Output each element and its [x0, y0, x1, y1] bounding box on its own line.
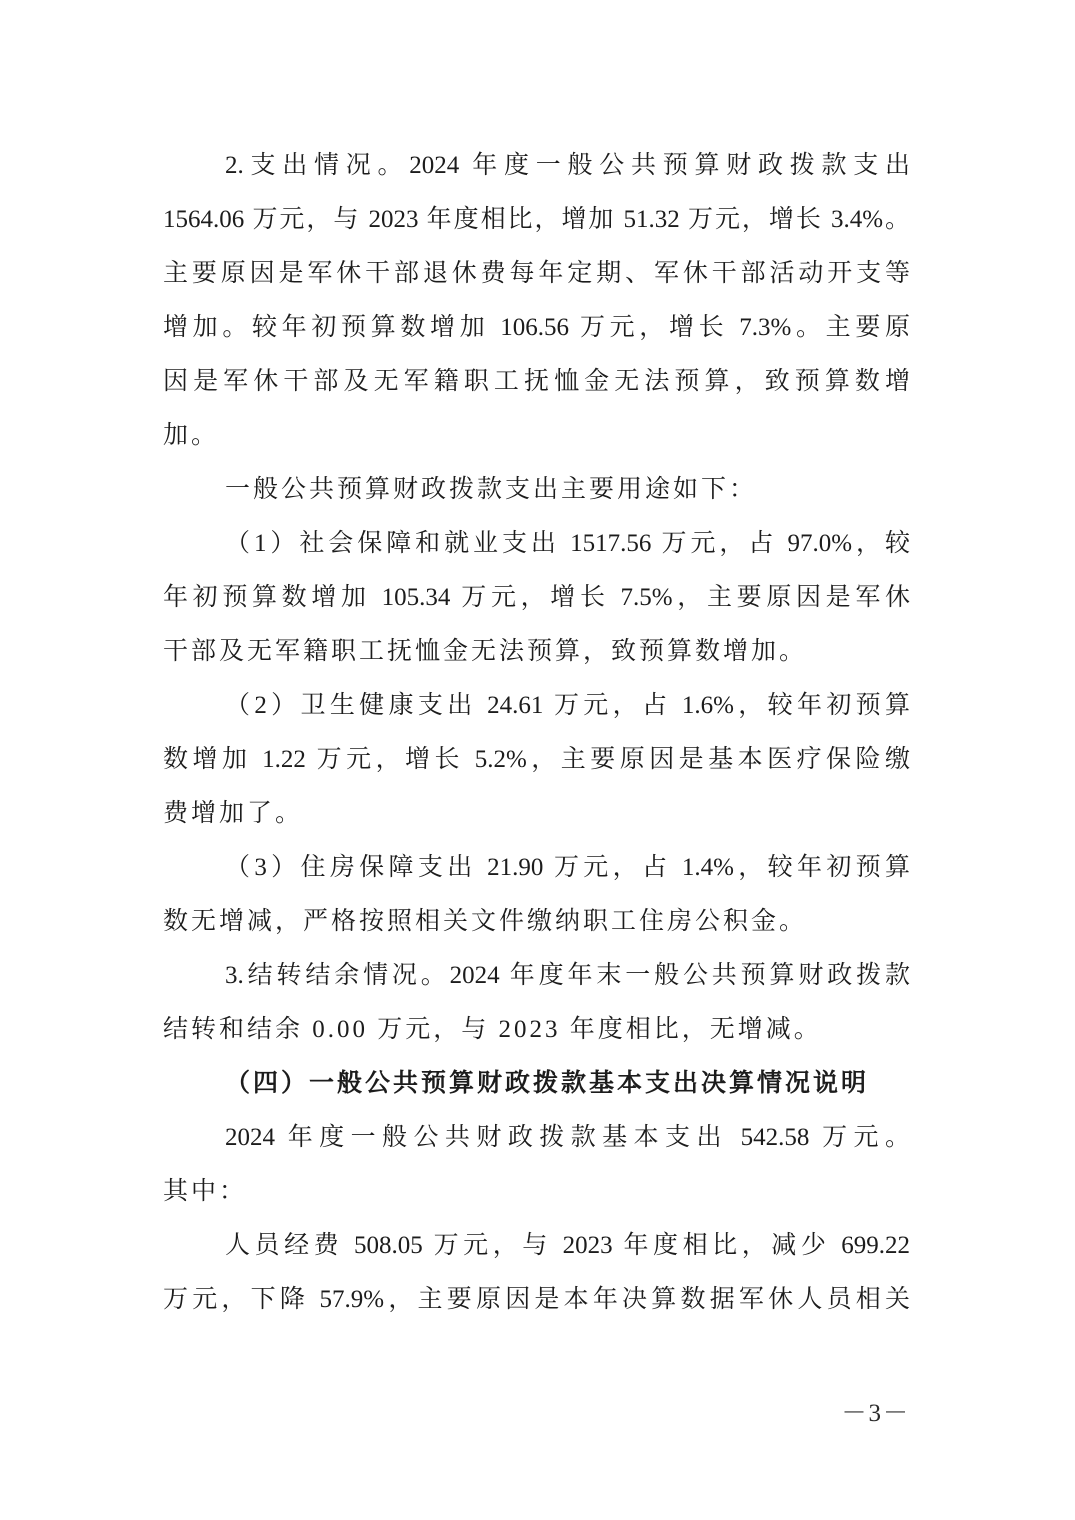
text-line: 一般公共预算财政拨款支出主要用途如下： — [225, 476, 758, 503]
document-body — [163, 139, 910, 1327]
paragraph — [163, 949, 910, 1057]
text-line: 万元，下降 57.9%，主要原因是本年决算数据军休人员相关 — [163, 1286, 910, 1313]
text-line: 数无增减，严格按照相关文件缴纳职工住房公积金。 — [163, 908, 808, 935]
paragraph — [163, 679, 910, 841]
text-line: 2.支出情况。2024 年度一般公共预算财政拨款支出 — [225, 152, 910, 179]
text-line: （3）住房保障支出 21.90 万元，占 1.4%，较年初预算 — [225, 854, 910, 881]
text-line: 因是军休干部及无军籍职工抚恤金无法预算，致预算数增 — [163, 368, 910, 395]
text-line: 人员经费 508.05 万元，与 2023 年度相比，减少 699.22 — [225, 1232, 910, 1259]
text-line: （2）卫生健康支出 24.61 万元，占 1.6%，较年初预算 — [225, 692, 910, 719]
text-line: 其中： — [163, 1178, 248, 1205]
text-line: 2024 年度一般公共财政拨款基本支出 542.58 万元。 — [225, 1124, 910, 1151]
text-line: 加。 — [163, 422, 220, 449]
paragraph — [163, 1219, 910, 1327]
paragraph — [163, 1111, 910, 1219]
section-heading — [163, 1057, 910, 1111]
text-line: 年初预算数增加 105.34 万元，增长 7.5%，主要原因是军休 — [163, 584, 910, 611]
text-line: （四）一般公共预算财政拨款基本支出决算情况说明 — [225, 1070, 870, 1097]
text-line: 主要原因是军休干部退休费每年定期、军休干部活动开支等 — [163, 260, 910, 287]
text-line: 干部及无军籍职工抚恤金无法预算，致预算数增加。 — [163, 638, 808, 665]
text-line: 结转和结余 0.00 万元，与 2023 年度相比，无增减。 — [163, 1016, 822, 1043]
paragraph — [163, 841, 910, 949]
paragraph — [163, 463, 910, 517]
text-line: 3.结转结余情况。2024 年度年末一般公共预算财政拨款 — [225, 962, 910, 989]
text-line: （1）社会保障和就业支出 1517.56 万元，占 97.0%，较 — [225, 530, 910, 557]
text-line: 数增加 1.22 万元，增长 5.2%，主要原因是基本医疗保险缴 — [163, 746, 910, 773]
paragraph — [163, 517, 910, 679]
page-number: －3－ — [841, 1400, 910, 1427]
text-line: 费增加了。 — [163, 800, 304, 827]
text-line: 1564.06 万元，与 2023 年度相比，增加 51.32 万元，增长 3.4%。 — [163, 206, 910, 233]
text-line: 增加。较年初预算数增加 106.56 万元，增长 7.3%。主要原 — [163, 314, 910, 341]
paragraph — [163, 139, 910, 463]
